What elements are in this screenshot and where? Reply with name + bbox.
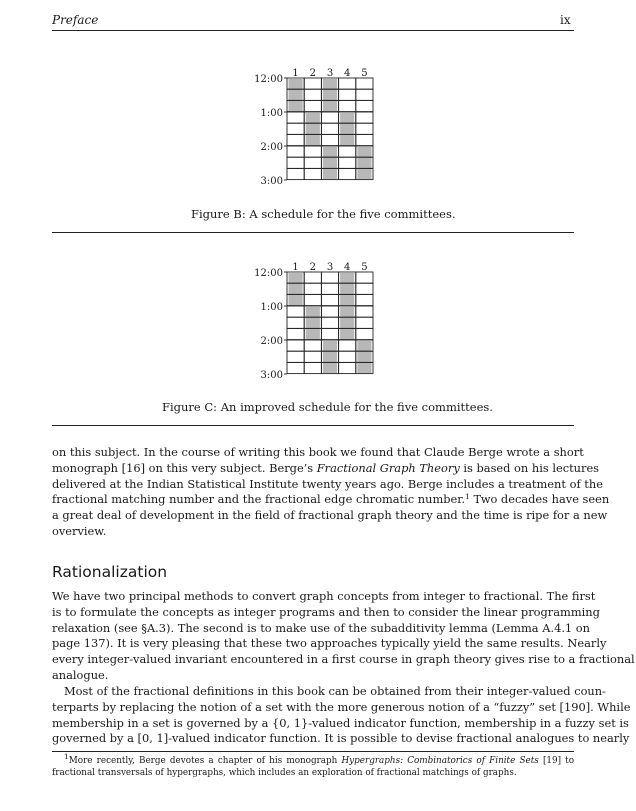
schedule-cell (287, 362, 304, 373)
shaded-meeting-cell (357, 341, 371, 373)
schedule-cell (356, 272, 373, 283)
shaded-meeting-cell (289, 79, 303, 111)
schedule-cell (321, 123, 338, 134)
figure-end-rule (52, 425, 574, 426)
schedule-cell (356, 306, 373, 317)
figure-c-caption: Figure C: An improved schedule for the five committees. (162, 400, 493, 414)
schedule-cell (304, 146, 321, 157)
schedule-cell (304, 168, 321, 179)
schedule-cell (304, 157, 321, 168)
schedule-cell (356, 134, 373, 145)
schedule-cell (356, 89, 373, 100)
schedule-cell (339, 89, 356, 100)
shaded-meeting-cell (289, 273, 303, 305)
schedule-cell (287, 157, 304, 168)
schedule-cell (339, 146, 356, 157)
text-line: is to formulate the concepts as integer programs and then to consider the linear programming (52, 604, 600, 619)
schedule-cell (287, 168, 304, 179)
footnote (52, 752, 575, 779)
committee-label: 5 (361, 262, 368, 273)
committee-label: 2 (309, 68, 316, 79)
time-label: 3:00 (260, 370, 283, 381)
schedule-cell (287, 134, 304, 145)
text-line: analogue. (52, 667, 109, 682)
committee-label: 1 (292, 262, 299, 273)
time-label: 12:00 (254, 74, 283, 85)
figure-b-caption: Figure B: A schedule for the five committees. (191, 207, 456, 221)
schedule-cell (339, 78, 356, 89)
schedule-cell (304, 294, 321, 305)
schedule-cell (356, 328, 373, 339)
schedule-cell (321, 272, 338, 283)
figure-c-schedule-grid (254, 262, 373, 381)
schedule-cell (304, 351, 321, 362)
schedule-cell (356, 317, 373, 328)
footnote-line: $^1$More recently, Berge devotes a chapter of his monograph Hypergraphs: Combinatorics of Finite Sets [19] to (64, 752, 575, 766)
time-label: 1:00 (260, 302, 283, 313)
schedule-cell (339, 340, 356, 351)
schedule-cell (304, 78, 321, 89)
schedule-cell (304, 100, 321, 111)
text-line: terparts by replacing the notion of a set with the more generous notion of a “fuzzy” set [190]. While (52, 699, 631, 714)
committee-label: 4 (344, 68, 351, 79)
shaded-meeting-cell (340, 113, 354, 145)
text-line: membership in a set is governed by a {0, 1}-valued indicator function, membership in a fuzzy set is (52, 715, 629, 730)
figure-separator-rule (52, 232, 574, 233)
shaded-meeting-cell (323, 79, 337, 111)
schedule-cell (287, 123, 304, 134)
schedule-cell (321, 317, 338, 328)
schedule-cell (304, 362, 321, 373)
schedule-cell (339, 362, 356, 373)
schedule-cell (304, 340, 321, 351)
schedule-cell (321, 328, 338, 339)
schedule-cell (321, 112, 338, 123)
rationalization-paragraph-2 (52, 684, 631, 747)
time-label: 2:00 (260, 142, 283, 153)
schedule-cell (321, 134, 338, 145)
schedule-cell (356, 123, 373, 134)
schedule-cell (287, 306, 304, 317)
shaded-meeting-cell (306, 113, 320, 145)
time-label: 2:00 (260, 336, 283, 347)
time-label: 12:00 (254, 268, 283, 279)
text-line: page 137). It is very pleasing that these two approaches typically yield the same results. Nearly (52, 636, 607, 651)
schedule-cell (356, 100, 373, 111)
text-line: monograph [16] on this very subject. Berge’s Fractional Graph Theory is based on his lectures (52, 460, 600, 475)
shaded-meeting-cell (340, 273, 354, 305)
footnote-line: fractional transversals of hypergraphs, which includes an exploration of fractional matchings of graphs. (52, 768, 517, 778)
intro-paragraph (52, 445, 610, 540)
text-line: every integer-valued invariant encountered in a first course in graph theory gives rise to a fractional (52, 652, 635, 667)
schedule-cell (321, 306, 338, 317)
schedule-cell (356, 78, 373, 89)
text-line: fractional matching number and the fractional edge chromatic number.$^1$ Two decades have seen (52, 492, 610, 507)
text-line: We have two principal methods to convert graph concepts from integer to fractional. The first (52, 589, 596, 603)
text-line: Most of the fractional definitions in this book can be obtained from their integer-valued coun- (64, 684, 606, 698)
committee-label: 5 (361, 68, 368, 79)
shaded-meeting-cell (340, 307, 354, 339)
time-label: 3:00 (260, 176, 283, 187)
schedule-cell (287, 112, 304, 123)
shaded-meeting-cell (323, 341, 337, 373)
text-line: overview. (52, 523, 107, 538)
committee-label: 2 (309, 262, 316, 273)
shaded-meeting-cell (323, 147, 337, 179)
page-number: ix (560, 13, 571, 27)
figure-b-schedule-grid (254, 68, 373, 187)
committee-label: 1 (292, 68, 299, 79)
shaded-meeting-cell (306, 307, 320, 339)
schedule-cell (339, 157, 356, 168)
schedule-cell (339, 100, 356, 111)
rationalization-paragraph-1 (52, 589, 635, 684)
time-label: 1:00 (260, 108, 283, 119)
running-header-title: Preface (52, 13, 99, 27)
schedule-cell (287, 340, 304, 351)
schedule-cell (304, 272, 321, 283)
schedule-cell (339, 351, 356, 362)
text-line: a great deal of development in the field of fractional graph theory and the time is ripe for a new (52, 508, 608, 523)
schedule-cell (304, 89, 321, 100)
text-line: delivered at the Indian Statistical Institute twenty years ago. Berge includes a treatment of the (52, 476, 603, 491)
schedule-cell (356, 294, 373, 305)
schedule-cell (287, 328, 304, 339)
footnote-rule (52, 751, 574, 752)
schedule-cell (304, 283, 321, 294)
schedule-cell (287, 317, 304, 328)
schedule-cell (287, 146, 304, 157)
text-line: on this subject. In the course of writing this book we found that Claude Berge wrote a short (52, 445, 584, 459)
schedule-cell (339, 168, 356, 179)
text-line: governed by a [0, 1]-valued indicator function. It is possible to devise fractional analogues to nearly (52, 731, 630, 746)
schedule-cell (356, 283, 373, 294)
schedule-cell (321, 294, 338, 305)
committee-label: 4 (344, 262, 351, 273)
schedule-cell (287, 351, 304, 362)
shaded-meeting-cell (357, 147, 371, 179)
schedule-cell (356, 112, 373, 123)
committee-label: 3 (326, 262, 334, 273)
schedule-cell (321, 283, 338, 294)
section-heading: Rationalization (52, 563, 168, 581)
committee-label: 3 (326, 68, 334, 79)
text-line: relaxation (see §A.3). The second is to make use of the subadditivity lemma (Lemma A.4.1 on (52, 620, 590, 635)
